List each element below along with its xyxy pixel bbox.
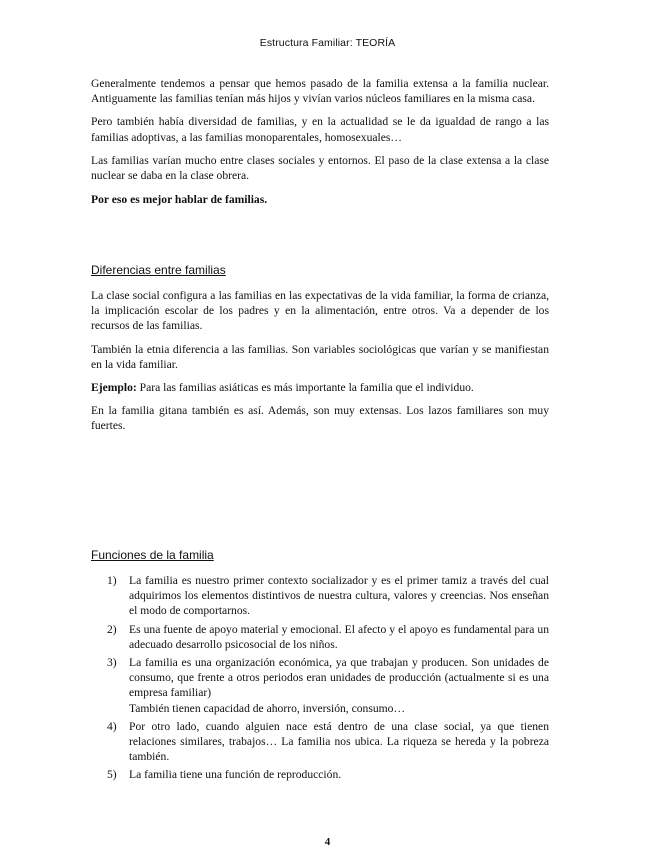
intro-section (91, 76, 549, 207)
list-item-extra-text: También tienen capacidad de ahorro, inversión, consumo… (129, 701, 406, 715)
diferencias-paragraph-4: En la familia gitana también es así. Además, son muy extensas. Los lazos familiares son muy fuertes. (91, 404, 549, 433)
list-item-number: 4) (107, 719, 117, 733)
section-heading-funciones: Funciones de la familia (91, 548, 214, 562)
page-header: Estructura Familiar: TEORÍA (259, 37, 396, 49)
funciones-list (107, 573, 549, 786)
list-item-number: 2) (107, 622, 117, 636)
diferencias-paragraph-2: También la etnia diferencia a las familias. Son variables sociológicas que varían y se manifiestan en la vida familiar. (91, 342, 549, 371)
diferencias-section (91, 288, 549, 434)
list-item (107, 767, 549, 782)
list-item (107, 573, 549, 619)
intro-paragraph-2: Pero también había diversidad de familias, y en la actualidad se le da igualdad de rango a las familias adoptivas, a las familias monoparentales, homosexuales… (91, 115, 549, 144)
list-item-text: La familia tiene una función de reproducción. (129, 768, 342, 782)
list-item-number: 3) (107, 656, 117, 670)
intro-paragraph-3: Las familias varían mucho entre clases sociales y entornos. El paso de la clase extensa a la clase nuclear se daba en la clase obrera. (91, 153, 549, 183)
section-heading-diferencias: Diferencias entre familias (91, 263, 226, 277)
list-item (107, 622, 549, 652)
list-item-number: 5) (107, 768, 117, 782)
list-item (107, 655, 549, 716)
intro-paragraph-4-bold: Por eso es mejor hablar de familias. (91, 193, 268, 207)
list-item-text: Por otro lado, cuando alguien nace está dentro de una clase social, ya que tienen relaciones similares, trabajos… La familia nos ubica. La riqueza se hereda y la pobreza también. (129, 719, 549, 764)
list-item (107, 719, 549, 765)
intro-paragraph-1: Generalmente tendemos a pensar que hemos pasado de la familia extensa a la familia nuclear. Antiguamente las familias tenían más hijos y vivían varios núcleos familiares en la misma casa. (91, 77, 549, 106)
example-text: Para las familias asiáticas es más importante la familia que el individuo. (136, 381, 474, 395)
list-item-text: La familia es una organización económica, ya que trabajan y producen. Son unidades de consumo, que frente a otros periodos eran unidades de producción (actualmente si es una empresa familiar) (129, 656, 549, 700)
diferencias-example (91, 380, 549, 395)
example-label: Ejemplo: (91, 381, 137, 395)
page-number: 4 (324, 836, 331, 848)
list-item-number: 1) (107, 574, 117, 587)
diferencias-paragraph-1: La clase social configura a las familias en las expectativas de la vida familiar, la forma de crianza, la implicación escolar de los padres y en la alimentación, entre otros. Va a depender de los recursos de las familias. (91, 289, 549, 333)
list-item-text: Es una fuente de apoyo material y emocional. El afecto y el apoyo es fundamental para un adecuado desarrollo psicosocial de los niños. (129, 622, 549, 651)
list-item-text: La familia es nuestro primer contexto socializador y es el primer tamiz a través del cual adquirimos los elementos distintivos de nuestra cultura, valores y creencias. Nos enseñan el modo de comportarnos. (129, 574, 549, 618)
